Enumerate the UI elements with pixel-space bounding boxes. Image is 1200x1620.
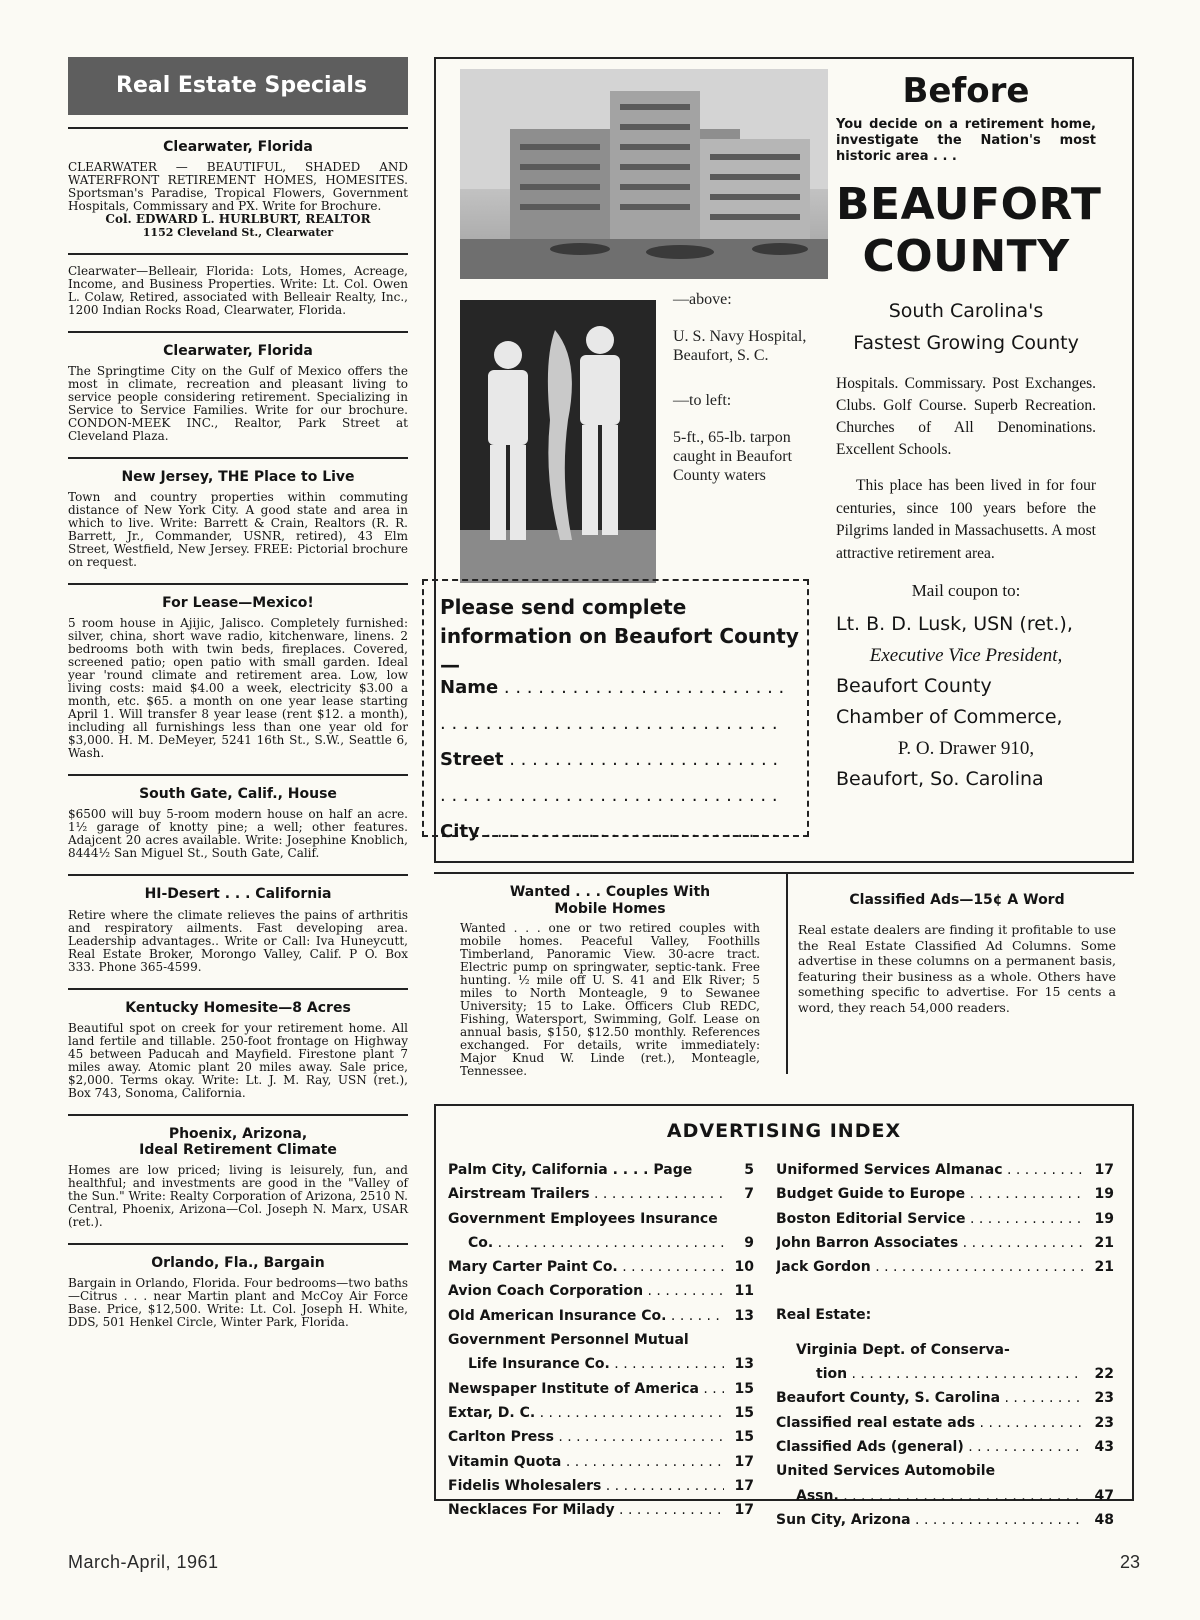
- listing: [68, 457, 408, 583]
- middle-ads: [434, 872, 1134, 1094]
- tagline-line2: Fastest Growing County: [853, 332, 1079, 354]
- address-drawer: P. O. Drawer 910,: [897, 738, 1035, 759]
- address-name: Lt. B. D. Lusk, USN (ret.),: [836, 613, 1073, 635]
- listing-body: The Springtime City on the Gulf of Mexico offers the most in climate, recreation and pleasant living to service people considering retirement. Specializing in Service to Service Families. Write for our brochure. CONDON-MEEK INC., Realtor, Park Street at Cleveland Plaza.: [68, 364, 408, 444]
- listing: [68, 1243, 408, 1343]
- index-entry: Mary Carter Paint Co. . . . 10: [448, 1255, 754, 1279]
- index-entry: John Barron Associates . . . 21: [776, 1231, 1114, 1255]
- advertising-index: [434, 1104, 1134, 1528]
- index-entry: Beaufort County, S. Carolina . . . 23: [776, 1386, 1114, 1410]
- listing-body: Retire where the climate relieves the pains of arthritis and respiratory ailments. Fast developing area. Leadership advantages.. Write or Call: Iva Huneycutt, Real Estate Broker, Morongo Valley, Calif. P O. Box 333. Phone 365-4599.: [68, 907, 408, 974]
- index-entry: Uniformed Services Almanac . . . 17: [776, 1158, 1114, 1182]
- index-entry: Airstream Trailers . . . 7: [448, 1182, 754, 1206]
- coupon-blank-line[interactable]: [440, 713, 785, 735]
- coupon-city-label: City: [440, 821, 480, 842]
- index-entry: Extar, D. C. . . . 15: [448, 1401, 754, 1425]
- index-entry: Avion Coach Corporation . . . 11: [448, 1279, 754, 1303]
- listing-body: Town and country properties within commuting distance of New York City. A good state and area in which to live. Write: Barrett & Crain, Realtors (R. R. Barrett, Jr., Commander, USNR, retired), 43 Elm Street, Westfield, New Jersey. FREE: Pictorial brochure on request.: [68, 490, 408, 570]
- listing-list: [68, 127, 408, 1343]
- index-entry: Necklaces For Milady . . . 17: [448, 1498, 754, 1522]
- listing-body: 5 room house in Ajijic, Jalisco. Completely furnished: silver, china, short wave radio, kitchenware, linens. 2 bedrooms both with twin beds, fireplaces. Covered, screened patio; open patio with small garden. Ideal year 'round climate and retirement area. Low, low living costs: maid $4.00 a week, electricity $3.00 a month, etc. $65. a month on one year lease starting April 1. Will transfer 8 year lease (rent $12. a month), including all furnishings less than one year old for $3,000. H. M. DeMeyer, 5241 16th St., S.W., Seattle 6, Wash.: [68, 616, 408, 761]
- wanted-body: Wanted . . . one or two retired couples with mobile homes. Peaceful Valley, Foothills Timberland, Panoramic View. 30-acre tract. Electric pump on springwater, septic-tank. Free hunting. ½ mile off U. S. 41 and Elk River; 5 miles to North Monteagle, 9 to Sewanee University; 15 to Lake. Officers Club REDC, Fishing, Watersport, Swimming, Golf. Lease on annual basis, $150, $12.50 monthly. References exchanged. For details, write immediately: Major Knud W. Linde (ret.), Monteagle, Tennessee.: [460, 921, 760, 1078]
- real-estate-column: [68, 57, 408, 1343]
- listing-heading: Phoenix, Arizona, Ideal Retirement Climate: [139, 1125, 337, 1158]
- listing-heading: New Jersey, THE Place to Live: [121, 469, 355, 486]
- issue-date: March-April, 1961: [68, 1552, 219, 1572]
- fishermen-tarpon-image: [460, 300, 656, 583]
- index-entry: Classified real estate ads . . . 23: [776, 1411, 1114, 1435]
- index-entry: tion . . . 22: [776, 1362, 1114, 1386]
- mail-coupon-label: Mail coupon to:: [911, 581, 1021, 600]
- index-entry: Life Insurance Co. . . . 13: [448, 1352, 754, 1376]
- mailing-address: [836, 609, 1096, 795]
- wanted-heading: Wanted . . . Couples With Mobile Homes: [509, 884, 711, 917]
- index-title: ADVERTISING INDEX: [666, 1120, 902, 1142]
- listing: [68, 1114, 408, 1243]
- beaufort-county-ad: [434, 57, 1134, 863]
- page-number: 23: [1119, 1552, 1140, 1572]
- wanted-ad: [460, 884, 760, 1078]
- index-entry: Palm City, California . . . . Page 5: [448, 1162, 754, 1178]
- listing-heading: Kentucky Homesite—8 Acres: [125, 999, 351, 1016]
- index-entry: Assn. . . . 47: [776, 1484, 1114, 1508]
- caption-above-text: U. S. Navy Hospital, Beaufort, S. C.: [673, 328, 807, 364]
- index-entry: Virginia Dept. of Conserva-: [796, 1341, 1010, 1358]
- coupon-street-label: Street: [440, 749, 504, 770]
- tagline-line1: South Carolina's: [888, 300, 1044, 322]
- county-tagline: [836, 295, 1096, 359]
- hospital-building-image: [460, 69, 828, 279]
- listing-heading: Clearwater, Florida: [163, 139, 313, 155]
- address-title: Executive Vice President,: [869, 645, 1063, 666]
- classified-body: Real estate dealers are finding it profitable to use the Real Estate Classified Ad Columns. Some advertise in these columns on a permanent basis, featuring their business as a whole. Others have something specific to advertise. For 15 cents a word, they reach 54,000 readers.: [798, 922, 1116, 1015]
- listing-body: Bargain in Orlando, Florida. Four bedrooms—two baths—Citrus . . . near Martin plant and McCoy Air Force Base. Price, $12,500. Write: Lt. Col. Joseph H. White, DDS, 501 Henkel Circle, Winter Park, Florida.: [68, 1275, 408, 1329]
- index-entry: Co. . . . 9: [448, 1231, 754, 1255]
- index-right-column: [776, 1158, 1114, 1532]
- section-banner: Real Estate Specials: [68, 57, 408, 115]
- classified-heading: Classified Ads—15¢ A Word: [849, 892, 1065, 908]
- county-name-line1: BEAUFORT: [836, 179, 1102, 230]
- index-left-column: [448, 1158, 754, 1522]
- coupon-street-field[interactable]: [440, 749, 785, 771]
- index-entry: Carlton Press . . . 15: [448, 1425, 754, 1449]
- listing-heading: HI-Desert . . . California: [144, 886, 332, 903]
- ad-headline: Before: [902, 71, 1030, 111]
- listing-heading: For Lease—Mexico!: [162, 595, 314, 612]
- column-divider: [786, 874, 788, 1074]
- coupon-name-field[interactable]: [440, 677, 785, 699]
- listing: [68, 253, 408, 331]
- index-entry: Classified Ads (general) . . . 43: [776, 1435, 1114, 1459]
- index-entry: Sun City, Arizona . . . 48: [776, 1508, 1114, 1532]
- county-name: [836, 179, 1102, 283]
- history-text: This place has been lived in for four centuries, since 100 years before the Pilgrims landed in Massachusetts. A most attractive retirement area.: [836, 477, 1096, 562]
- listing-address: 1152 Cleveland St., Clearwater: [142, 226, 334, 240]
- listing: [68, 874, 408, 987]
- index-entry: Old American Insurance Co. . . . 13: [448, 1304, 754, 1328]
- index-entry: Fidelis Wholesalers . . . 17: [448, 1474, 754, 1498]
- photo-captions: [673, 290, 813, 503]
- ad-text-column: [836, 69, 1102, 795]
- caption-left-text: 5-ft., 65-lb. tarpon caught in Beaufort County waters: [673, 429, 793, 484]
- listing-body: Homes are low priced; living is leisurely, fun, and healthful; and investments are good in the "Valley of the Sun." Write: Realty Corporation of Arizona, 2510 N. Central, Phoenix, Arizona—Col. Joseph N. Marx, USAR (ret.).: [68, 1162, 408, 1229]
- caption-above-label: —above:: [673, 291, 732, 308]
- address-org1: Beaufort County: [836, 675, 992, 697]
- index-entry: Boston Editorial Service . . . 19: [776, 1207, 1114, 1231]
- index-subheading: Real Estate:: [776, 1307, 872, 1324]
- listing-body: $6500 will buy 5-room modern house on half an acre. 1½ garage of knotty pine; a well; other features. Adajcent 20 acres available. Write: Josephine Knoblich, 8444½ San Miguel St., South Gate, Calif.: [68, 807, 408, 861]
- listing-signature: Col. EDWARD L. HURLBURT, REALTOR: [105, 212, 371, 227]
- classified-ad-info: [798, 888, 1116, 1015]
- listing: [68, 774, 408, 874]
- listing-body: Clearwater—Belleair, Florida: Lots, Homes, Acreage, Income, and Business Properties. Write: Lt. Col. Owen L. Colaw, Retired, associated with Belleair Realty, Inc., 1200 Indian Rocks Road, Clearwater, Florida.: [68, 264, 408, 318]
- index-entry: Newspaper Institute of America . . . 15: [448, 1377, 754, 1401]
- listing: [68, 331, 408, 457]
- listing-heading: Orlando, Fla., Bargain: [151, 1254, 325, 1271]
- ad-subheadline: You decide on a retirement home, investigate the Nation's most historic area . . .: [836, 117, 1096, 164]
- caption-left-label: —to left:: [673, 392, 732, 409]
- index-entry: Vitamin Quota . . . 17: [448, 1450, 754, 1474]
- features-text: Hospitals. Commissary. Post Exchanges. Clubs. Golf Course. Superb Recreation. Churches of All Denominations. Excellent Schools.: [836, 375, 1096, 458]
- address-org2: Chamber of Commerce,: [836, 706, 1063, 728]
- listing-heading: South Gate, Calif., House: [139, 786, 337, 803]
- coupon-name-label: Name: [440, 677, 499, 698]
- index-entry: Budget Guide to Europe . . . 19: [776, 1182, 1114, 1206]
- listing: [68, 583, 408, 774]
- index-entry: United Services Automobile: [776, 1463, 996, 1480]
- listing: [68, 988, 408, 1114]
- listing-body: Beautiful spot on creek for your retirement home. All land fertile and tillable. 250-foot frontage on Highway 45 between Paducah and Mayfield. Firestone plant 7 miles away. Atomic plant 20 miles away. Sale price, $2,000. Terms okay. Write: Lt. J. M. Ray, USN (ret.), Box 743, Sonoma, California.: [68, 1020, 408, 1100]
- information-coupon: [422, 579, 809, 842]
- address-city: Beaufort, So. Carolina: [836, 768, 1044, 790]
- listing-body: CLEARWATER — BEAUTIFUL, SHADED AND WATERFRONT RETIREMENT HOMES, HOMESITES. Sportsman's Paradise, Tropical Flowers, Government Hospitals, Commissary and PX. Write for Brochure.: [68, 160, 408, 214]
- listing-heading: Clearwater, Florida: [163, 343, 313, 360]
- listing: [68, 127, 408, 253]
- county-name-line2: COUNTY: [862, 231, 1070, 282]
- tarpon-photo: [460, 300, 656, 583]
- coupon-title: Please send complete information on Beaufort County—: [440, 595, 799, 677]
- index-entry: Jack Gordon . . . 21: [776, 1255, 1114, 1279]
- index-entry: Government Employees Insurance: [448, 1210, 718, 1227]
- index-entry: Government Personnel Mutual: [448, 1332, 689, 1349]
- coupon-city-field[interactable]: [440, 821, 785, 843]
- hospital-photo: [460, 69, 828, 279]
- coupon-blank-line[interactable]: [440, 785, 785, 807]
